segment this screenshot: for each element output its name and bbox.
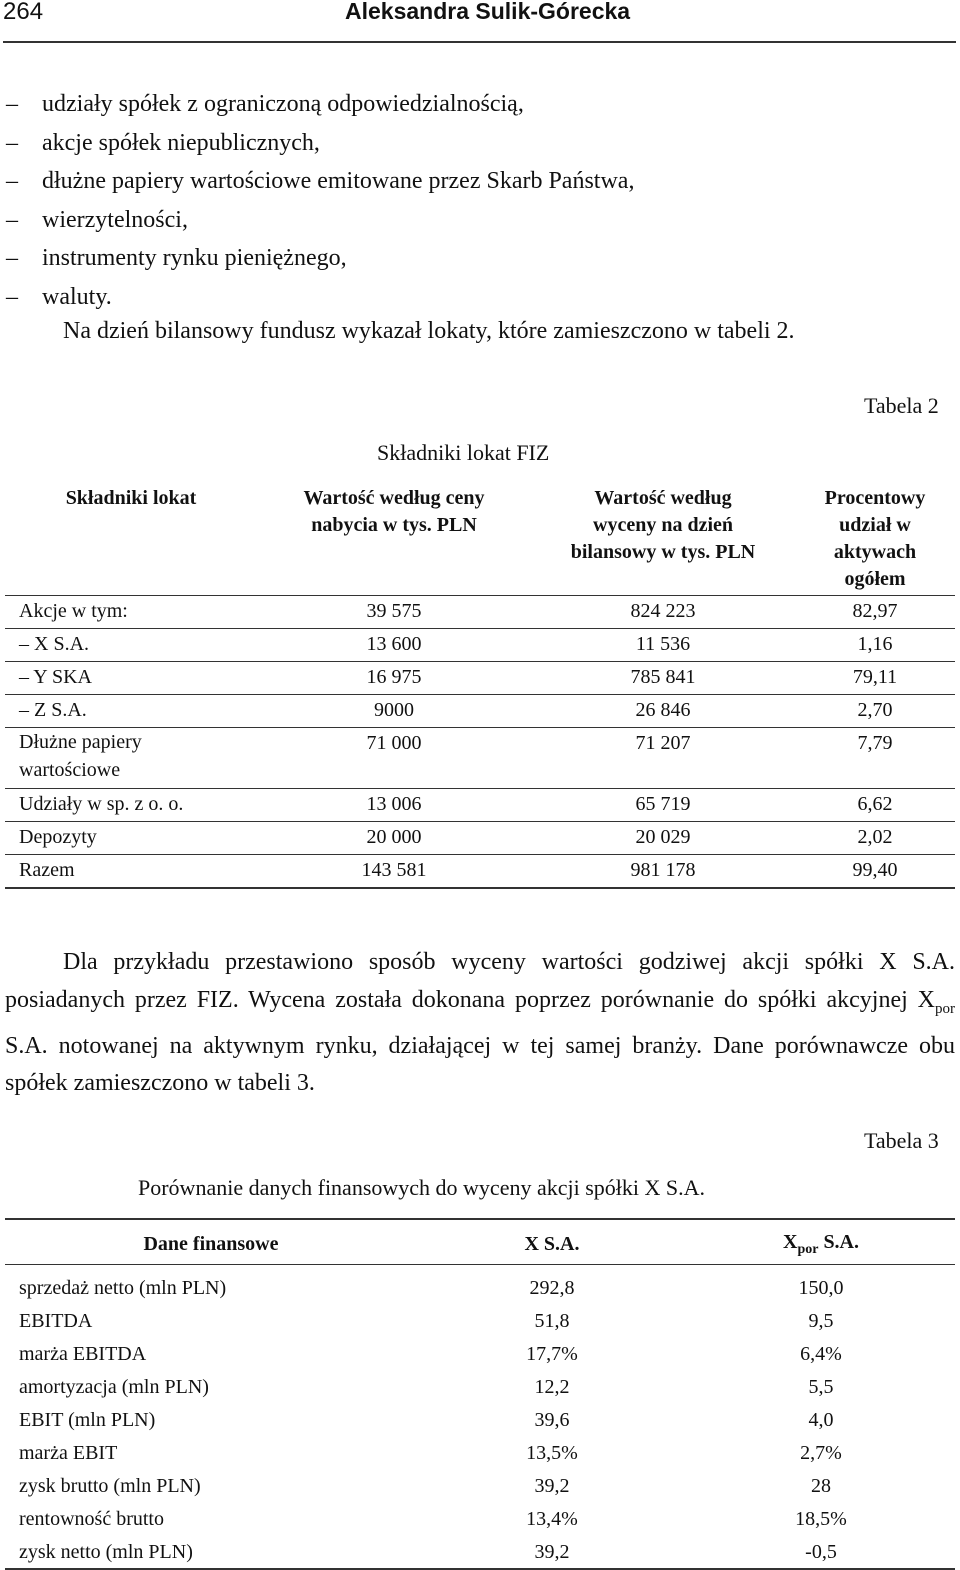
table-row: EBITDA 51,8 9,5 [19,1309,834,1332]
table-row: Akcje w tym: 39 575 824 223 82,97 [5,596,955,629]
table-row: marża EBITDA 17,7% 6,4% [19,1342,842,1365]
table3-title: Porównanie danych finansowych do wyceny akcji spółki X S.A. [138,1175,706,1200]
table-row: – Z S.A. 9000 26 846 2,70 [5,695,955,728]
table-row: sprzedaż netto (mln PLN) 292,8 150,0 [19,1276,844,1299]
paragraph-example: Dla przykładu przestawiono sposób wyceny wartości godziwej akcji spółki X S.A. posiadanych przez FIZ. Wycena została dokonana poprzez porównanie do spółki akcyjnej $X_{por}$ S.A. notowanej na aktywnym rynku, działającej w tej samej branży. Dane porównawcze obu spółek zamieszczono w tabeli 3. [5,949,955,1097]
table2-label: Tabela 2 [864,393,939,418]
table2-header-cell: Wartość według ceny nabycia w tys. PLN [303,487,485,536]
table2-header-cell: Procentowy udział w aktywach ogółem [824,487,926,590]
paragraph-intro: Na dzień bilansowy fundusz wykazał lokaty, które zamieszczono w tabeli 2. [63,318,795,344]
list-item: – akcje spółek niepublicznych, [0,126,634,165]
table2 [5,483,955,889]
table3-header-row [5,1219,955,1265]
list-item: – udziały spółek z ograniczoną odpowiedzialnością, [0,87,634,126]
table-row: marża EBIT 13,5% 2,7% [19,1441,842,1464]
running-head-author: Aleksandra Sulik-Górecka [345,0,631,24]
table-row: – X S.A. 13 600 11 536 1,16 [5,629,955,662]
table2-title: Składniki lokat FIZ [377,440,550,465]
table3-label: Tabela 3 [864,1128,939,1153]
page-number: 264 [3,0,44,25]
table-row: zysk brutto (mln PLN) 39,2 28 [19,1474,831,1497]
header-rule [3,41,956,43]
table3-header-cell: Dane finansowe [5,1219,417,1265]
list-dash: – [6,245,18,272]
table-row: amortyzacja (mln PLN) 12,2 5,5 [19,1375,834,1398]
page-header [0,0,960,46]
list-item: – wierzytelności, [0,203,634,242]
list-item: – waluty. [0,280,634,319]
list-dash: – [6,206,18,233]
list-item: – instrumenty rynku pieniężnego, [0,241,634,280]
table2-header-row [5,483,955,596]
table-row: – Y SKA 16 975 785 841 79,11 [5,662,955,695]
table-row: Depozyty 20 000 20 029 2,02 [5,822,955,855]
table2-header-cell: Wartość według wyceny na dzień bilansowy w tys. PLN [570,487,756,563]
table-row: Dłużne papiery wartościowe 71 000 71 207 7,79 [5,728,955,789]
list-item: – dłużne papiery wartościowe emitowane przez Skarb Państwa, [0,164,634,203]
table-row: rentowność brutto 13,4% 18,5% [19,1507,847,1530]
dash-list [0,87,634,319]
list-dash: – [6,129,18,156]
table-row: EBIT (mln PLN) 39,6 4,0 [19,1408,834,1431]
list-dash: – [6,91,18,117]
table3-header-cell: $X_{por}$ S.A. [687,1219,955,1265]
list-dash: – [6,168,18,195]
table3-header-cell: X S.A. [417,1219,687,1265]
table-row: Razem 143 581 981 178 99,40 [5,855,955,889]
table-row: zysk netto (mln PLN) 39,2 -0,5 [19,1540,837,1563]
table3 [5,1218,955,1570]
table2-header-cell: Składniki lokat [65,487,197,509]
list-dash: – [6,283,18,310]
table-row: Udziały w sp. z o. o. 13 006 65 719 6,62 [5,789,955,822]
